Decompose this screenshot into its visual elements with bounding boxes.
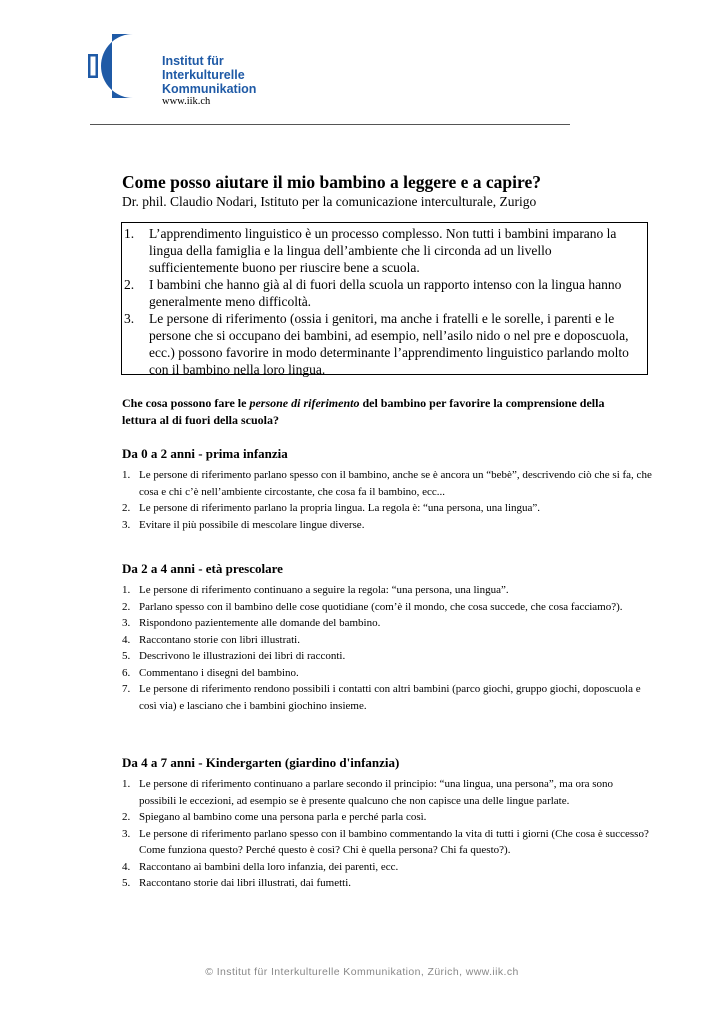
item-text: Le persone di riferimento parlano la propria lingua. La regola è: “una persona, una lingua”. bbox=[139, 502, 541, 514]
section-0-2-years bbox=[122, 446, 652, 533]
item-number: 2. bbox=[122, 811, 131, 823]
item-number: 3. bbox=[122, 617, 131, 629]
key-point-number: 2. bbox=[124, 277, 135, 292]
item-text: Le persone di riferimento continuano a parlare secondo il principio: “una lingua, una persona”, ma ora sono possibili le eccezioni, ad esempio se è presente qualcuno che non capisce una delle lingue parlate. bbox=[139, 778, 614, 807]
item-number: 7. bbox=[122, 683, 131, 695]
list-item bbox=[122, 467, 652, 500]
item-text: Raccontano storie con libri illustrati. bbox=[139, 633, 300, 646]
item-text: Commentano i disegni del bambino. bbox=[139, 666, 299, 679]
logo-circle-cutout bbox=[122, 52, 150, 80]
list-item bbox=[122, 665, 652, 682]
key-point-text: I bambini che hanno già al di fuori della scuola un rapporto intenso con la lingua hanno generalmente meno difficoltà. bbox=[149, 277, 622, 309]
key-points-list bbox=[122, 225, 643, 378]
item-number: 4. bbox=[122, 860, 131, 873]
list-item bbox=[122, 776, 652, 809]
logo-bar-inner bbox=[91, 57, 96, 76]
key-points-box bbox=[121, 222, 648, 375]
list-item bbox=[122, 599, 652, 616]
iik-logo bbox=[88, 34, 278, 114]
page-footer: © Institut für Interkulturelle Kommunikation, Zürich, www.iik.ch bbox=[205, 966, 519, 978]
key-point-text: Le persone di riferimento (ossia i genitori, ma anche i fratelli e le sorelle, i parenti e le persone che si occupano dei bambini, ad esempio, nell’asilo nido o nel pre e doposcuola, ecc.) possono favorire in modo determinante l’apprendimento linguistico parlando molto con il bambino nella loro lingua. bbox=[149, 311, 629, 377]
list-item bbox=[122, 632, 652, 649]
list-item bbox=[122, 859, 652, 876]
item-number: 5. bbox=[122, 877, 131, 889]
logo-line-2: Interkulturelle bbox=[162, 68, 245, 82]
key-point-number: 1. bbox=[124, 226, 135, 241]
item-text: Le persone di riferimento continuano a seguire la regola: “una persona, una lingua”. bbox=[139, 584, 509, 596]
logo-line-3: Kommunikation bbox=[162, 82, 257, 96]
section-2-4-years bbox=[122, 561, 652, 714]
item-text: Le persone di riferimento parlano spesso con il bambino, anche se è ancora un “bebè”, descrivendo ciò che si fa, che cosa e chi c’è nell’ambiente circostante, che cosa fa il bambino, ecc... bbox=[139, 469, 652, 498]
item-number: 2. bbox=[122, 502, 131, 514]
question-emphasis: persone di riferimento bbox=[249, 396, 360, 410]
item-text: Le persone di riferimento rendono possibili i contatti con altri bambini (parco giochi, gruppo giochi, doposcuola e così via) e lasciano che i bambini giochino insieme. bbox=[139, 683, 641, 712]
list-item bbox=[122, 809, 652, 826]
item-text: Spiegano al bambino come una persona parla e perché parla così. bbox=[139, 811, 427, 823]
section-list bbox=[122, 776, 652, 892]
item-number: 3. bbox=[122, 827, 131, 840]
key-point bbox=[122, 225, 643, 276]
section-heading: Da 2 a 4 anni - età prescolare bbox=[122, 561, 283, 576]
list-item bbox=[122, 500, 652, 517]
logo-line-1: Institut für bbox=[162, 54, 224, 68]
list-item bbox=[122, 648, 652, 665]
item-number: 4. bbox=[122, 633, 131, 646]
item-number: 5. bbox=[122, 650, 131, 662]
section-4-7-years bbox=[122, 755, 652, 892]
list-item bbox=[122, 615, 652, 632]
list-item bbox=[122, 875, 652, 892]
section-heading: Da 4 a 7 anni - Kindergarten (giardino d'infanzia) bbox=[122, 755, 400, 770]
question-end: del bambino per favorire la comprensione della lettura al di fuori della scuola? bbox=[122, 396, 605, 427]
document-title: Come posso aiutare il mio bambino a leggere e a capire? bbox=[122, 172, 541, 192]
key-point bbox=[122, 310, 643, 378]
list-item bbox=[122, 582, 652, 599]
item-number: 1. bbox=[122, 469, 131, 481]
list-item bbox=[122, 826, 652, 859]
key-point-number: 3. bbox=[124, 311, 135, 326]
guiding-question bbox=[122, 395, 642, 429]
iik-logo-mark bbox=[88, 34, 158, 114]
header-divider bbox=[90, 124, 570, 125]
section-list bbox=[122, 582, 652, 714]
item-text: Rispondono pazientemente alle domande del bambino. bbox=[139, 617, 381, 629]
item-text: Raccontano ai bambini della loro infanzia, dei parenti, ecc. bbox=[139, 860, 399, 873]
item-number: 6. bbox=[122, 666, 131, 679]
item-number: 1. bbox=[122, 778, 131, 790]
document-author: Dr. phil. Claudio Nodari, Istituto per la comunicazione interculturale, Zurigo bbox=[122, 194, 537, 209]
list-item bbox=[122, 681, 652, 714]
institute-name bbox=[162, 54, 256, 96]
section-list bbox=[122, 467, 652, 533]
header-url[interactable]: www.iik.ch bbox=[162, 96, 211, 107]
key-point bbox=[122, 276, 643, 310]
item-number: 3. bbox=[122, 518, 131, 531]
item-number: 1. bbox=[122, 584, 131, 596]
section-heading: Da 0 a 2 anni - prima infanzia bbox=[122, 446, 288, 461]
item-text: Parlano spesso con il bambino delle cose quotidiane (com’è il mondo, che cosa succede, che cosa facciamo?). bbox=[139, 600, 623, 613]
item-number: 2. bbox=[122, 600, 131, 613]
question-start: Che cosa possono fare le bbox=[122, 396, 250, 410]
item-text: Evitare il più possibile di mescolare lingue diverse. bbox=[139, 518, 365, 531]
item-text: Raccontano storie dai libri illustrati, dai fumetti. bbox=[139, 877, 352, 889]
key-point-text: L’apprendimento linguistico è un processo complesso. Non tutti i bambini imparano la lingua della famiglia e la lingua dell’ambiente che li circonda ad un livello sufficientemente buono per riuscire bene a scuola. bbox=[149, 226, 617, 275]
list-item bbox=[122, 517, 652, 534]
item-text: Le persone di riferimento parlano spesso con il bambino commentando la vita di tutti i giorni (Che cosa è successo? Come funziona questo? Perché questo è così? Chi è quella persona? Chi fa questo?). bbox=[139, 827, 649, 856]
item-text: Descrivono le illustrazioni dei libri di racconti. bbox=[139, 650, 346, 662]
